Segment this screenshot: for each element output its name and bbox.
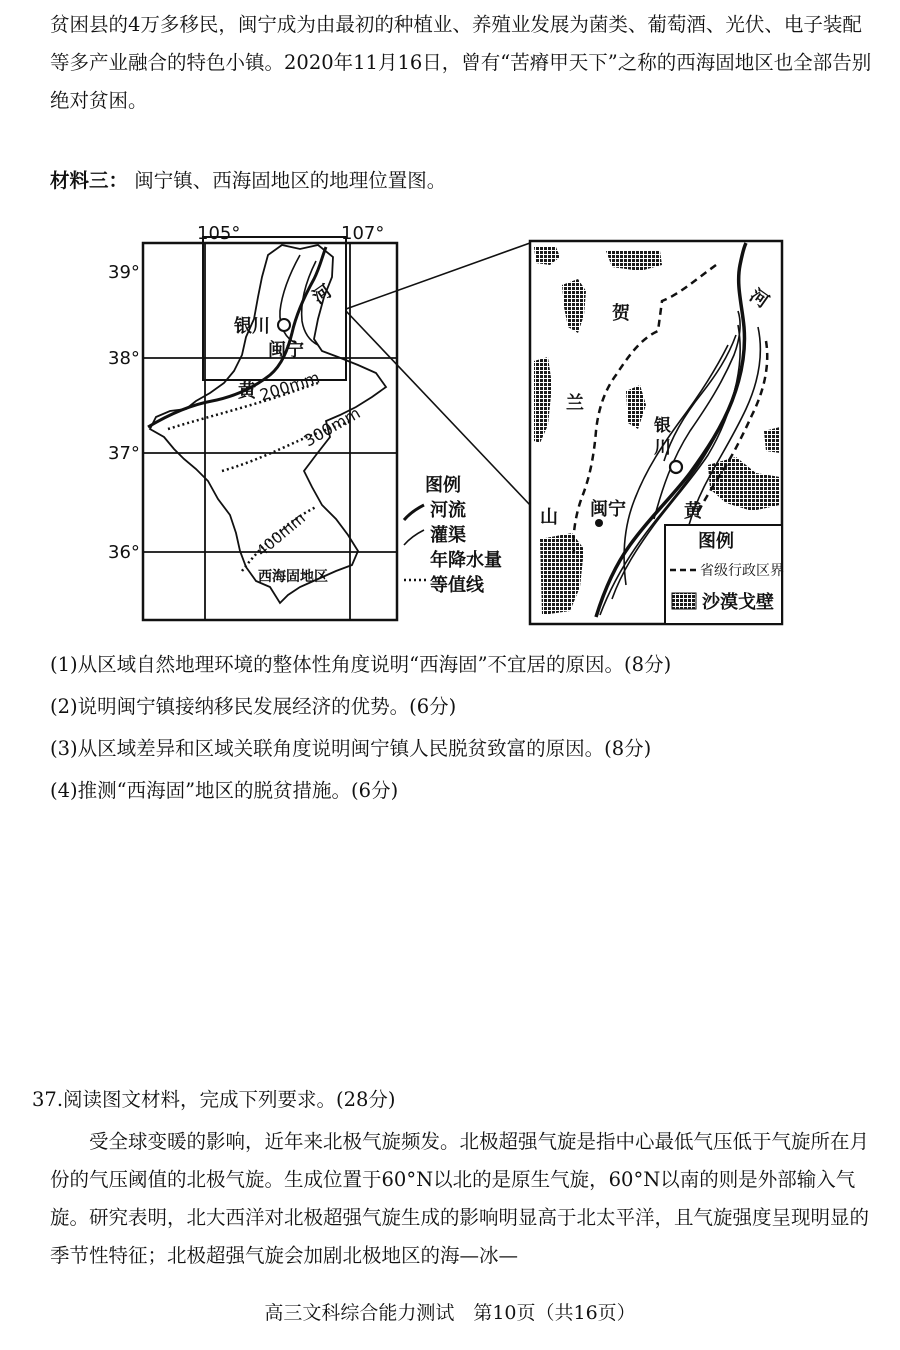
question-1: (1)从区域自然地理环境的整体性角度说明“西海固”不宜居的原因。(8分)	[50, 653, 672, 676]
label-river-huang-right: 黄	[684, 501, 702, 522]
legend-canal-label: 灌渠	[430, 525, 466, 546]
material3-text: 闽宁镇、西海固地区的地理位置图。	[134, 169, 447, 192]
legend-river-swatch	[404, 505, 424, 520]
label-lan-mountain: 兰	[566, 393, 584, 414]
legend-river-label: 河流	[430, 500, 466, 521]
right-map-legend	[665, 525, 784, 624]
yinchuan-marker-right	[670, 461, 682, 473]
xhg-label: 西海固地区	[258, 569, 328, 585]
lat-label-37: 37°	[108, 443, 140, 464]
label-yinchuan-right-2: 川	[654, 438, 671, 458]
legend-iso-label-1: 年降水量	[430, 550, 502, 571]
connector-top	[346, 243, 530, 309]
isoline-300-label: 300mm	[300, 403, 364, 451]
river-he-label: 河	[308, 280, 336, 309]
question-4: (4)推测“西海固”地区的脱贫措施。(6分)	[50, 779, 399, 802]
legend-desert-swatch	[672, 593, 696, 609]
q37-paragraph: 受全球变暖的影响，近年来北极气旋频发。北极超强气旋是指中心最低气压低于气旋所在月份的气压阈值的北极气旋。生成位置于60°N以北的是原生气旋，60°N以南的则是外部输入气旋。研究表明，北大西洋对北极超强气旋生成的影响明显高于北太平洋，且气旋强度呈现明显的季节性特征；北极超强气旋会加剧北极地区的海—冰—	[50, 1130, 870, 1267]
lon-label-105: 105°	[197, 223, 241, 244]
lon-label-107: 107°	[341, 223, 385, 244]
right-legend-title: 图例	[698, 531, 734, 552]
legend-boundary-label: 省级行政区界	[700, 563, 784, 579]
question-3: (3)从区域差异和区域关联角度说明闽宁镇人民脱贫致富的原因。(8分)	[50, 737, 652, 760]
left-legend-title: 图例	[425, 475, 461, 496]
lat-label-38: 38°	[108, 348, 140, 369]
label-river-he-right: 河	[745, 285, 773, 313]
left-map	[108, 223, 502, 620]
left-map-grid	[143, 243, 397, 620]
label-minning-right: 闽宁	[590, 499, 626, 520]
river-huang-label: 黄	[238, 381, 256, 402]
minning-label: 闽宁	[268, 340, 304, 361]
isoline-200-label: 200mm	[257, 367, 322, 405]
yinchuan-marker	[278, 319, 290, 331]
page-footer: 高三文科综合能力测试 第10页（共16页）	[264, 1302, 636, 1324]
location-map-figure	[0, 215, 900, 635]
lat-label-36: 36°	[108, 542, 140, 563]
material3-label: 材料三：	[50, 169, 129, 192]
left-map-legend	[404, 474, 502, 596]
right-map	[530, 241, 784, 624]
minning-marker	[595, 519, 603, 527]
isoline-400-label: 400mm	[253, 509, 309, 561]
label-yinchuan-right-1: 银	[654, 416, 671, 436]
label-he-mountain: 贺	[612, 303, 630, 324]
q37-title: 37.阅读图文材料，完成下列要求。(28分)	[32, 1088, 396, 1111]
legend-desert-label: 沙漠戈壁	[702, 592, 774, 613]
material3-line	[50, 166, 446, 196]
legend-canal-swatch	[404, 530, 424, 545]
yellow-river-left	[148, 247, 326, 427]
yinchuan-label: 银川	[234, 316, 270, 337]
legend-iso-label-2: 等值线	[430, 575, 484, 596]
intro-paragraph: 贫困县的4万多移民，闽宁成为由最初的种植业、养殖业发展为菌类、葡萄酒、光伏、电子装配等多产业融合的特色小镇。2020年11月16日，曾有“苦瘠甲天下”之称的西海固地区也全部告别绝对贫困。	[50, 13, 872, 112]
label-shan-mountain: 山	[540, 507, 558, 528]
lat-label-39: 39°	[108, 262, 140, 283]
left-map-frame	[143, 243, 397, 620]
question-2: (2)说明闽宁镇接纳移民发展经济的优势。(6分)	[50, 695, 457, 718]
